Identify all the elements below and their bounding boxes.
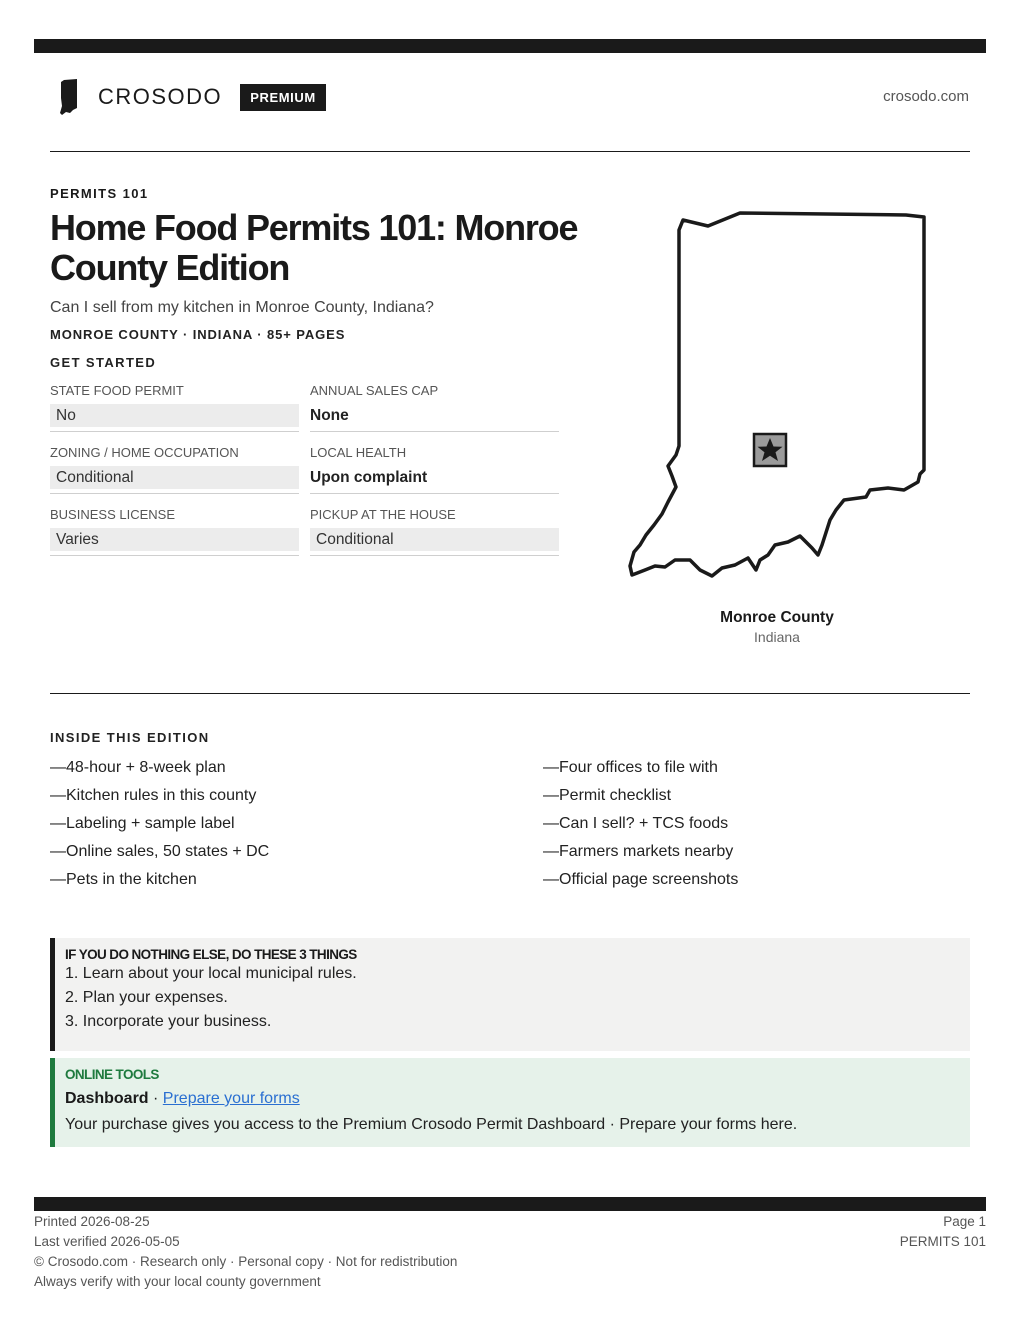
subtitle: Can I sell from my kitchen in Monroe County, Indiana? [50,299,434,316]
fact-value: Varies [50,528,299,551]
map-state-name: Indiana [754,629,800,645]
premium-badge: PREMIUM [240,84,326,111]
page-number: Page 1 [943,1214,986,1229]
toc-item[interactable]: —Online sales, 50 states + DC [50,843,270,860]
toc-item[interactable]: —Four offices to file with [543,759,718,776]
disclaimer: Always verify with your local county government [34,1274,321,1289]
toc-label: INSIDE THIS EDITION [50,730,210,745]
online-tools-callout [50,1058,970,1147]
fact-business-license [50,506,299,556]
page-title: Home Food Permits 101: Monroe County Edition [50,207,578,288]
toc-item[interactable]: —Farmers markets nearby [543,843,734,860]
toc-item[interactable]: —Official page screenshots [543,871,739,888]
indiana-map [624,205,934,585]
toc-item[interactable]: —Labeling + sample label [50,815,235,832]
fact-value: Conditional [310,528,559,551]
footer-bar [34,1197,986,1211]
tools-description: Your purchase gives you access to the Premium Crosodo Permit Dashboard · Prepare your forms here. [65,1116,798,1133]
kicker: PERMITS 101 [50,186,149,201]
fact-label: PICKUP AT THE HOUSE [310,507,456,522]
map-caption [677,609,877,645]
verified-date: Last verified 2026-05-05 [34,1234,180,1249]
fact-annual-sales-cap [310,382,559,432]
prepare-forms-link[interactable]: Prepare your forms [162,1090,300,1107]
footer-section: PERMITS 101 [899,1234,986,1249]
callout-item: 3. Incorporate your business. [65,1013,272,1030]
fact-label: ZONING / HOME OCCUPATION [50,445,239,460]
fact-value: Upon complaint [310,469,428,486]
fact-zoning [50,444,299,494]
printed-date: Printed 2026-08-25 [34,1214,150,1229]
tools-heading: ONLINE TOOLS [65,1067,159,1082]
fact-label: ANNUAL SALES CAP [310,383,439,398]
indiana-state-icon [58,78,82,116]
fact-label: STATE FOOD PERMIT [50,383,184,398]
toc-left-list [50,758,269,898]
fact-value: None [310,407,349,424]
brand[interactable] [58,78,326,116]
fact-label: BUSINESS LICENSE [50,507,175,522]
toc-item[interactable]: —Can I sell? + TCS foods [543,815,729,832]
get-started-label: GET STARTED [50,355,157,370]
fact-value: No [50,404,299,427]
toc-item[interactable]: —Kitchen rules in this county [50,787,257,804]
site-url[interactable]: crosodo.com [883,88,969,105]
three-things-callout [50,938,970,1051]
indiana-outline [630,213,924,576]
callout-item: 1. Learn about your local municipal rules. [65,965,357,982]
map-county-name: Monroe County [720,609,834,626]
toc-item[interactable]: —48-hour + 8-week plan [50,759,226,776]
toc-item[interactable]: —Permit checklist [543,787,672,804]
copyright: © Crosodo.com · Research only · Personal copy · Not for redistribution [34,1254,458,1269]
footer-left [34,1212,457,1292]
separator: · [148,1090,163,1107]
toc-item[interactable]: —Pets in the kitchen [50,871,197,888]
fact-pickup [310,506,559,556]
fact-state-food-permit [50,382,299,432]
fact-local-health [310,444,559,494]
fact-value: Conditional [50,466,299,489]
tools-links [65,1088,970,1110]
dashboard-label: Dashboard [65,1090,149,1107]
footer-right [900,1212,986,1252]
edition-meta: MONROE COUNTY · INDIANA · 85+ PAGES [50,327,346,342]
get-started-grid [50,382,559,556]
fact-label: LOCAL HEALTH [310,445,407,460]
section-divider [50,693,970,694]
callout-heading: IF YOU DO NOTHING ELSE, DO THESE 3 THINGS [65,947,357,962]
toc-right-list [543,758,738,898]
callout-item: 2. Plan your expenses. [65,989,228,1006]
header-divider [50,151,970,152]
brand-name: CROSODO [98,84,223,109]
top-bar [34,39,986,53]
